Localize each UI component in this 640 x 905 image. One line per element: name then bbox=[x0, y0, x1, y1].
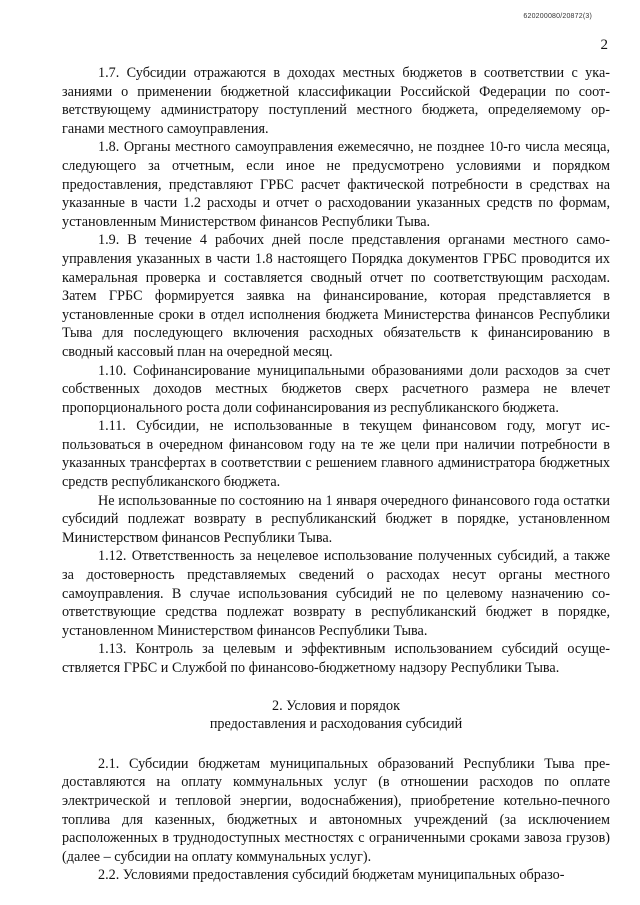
section-heading bbox=[62, 697, 610, 734]
paragraph-2-2: 2.2. Условиями предоставления субсидий бюджетам муниципальных образо- bbox=[98, 867, 565, 884]
paragraph-2-1: 2.1. Субсидии бюджетам муниципальных образований Республики Тыва предоставляются на оплату коммунальных услуг (в отношении расходов по оплате электрической и тепловой энергии, водоснабжения), приобретение котельно-печного топлива для казенных, бюджетных и автономных учреждений (за исключением расположенных в труднодоступных местностях с ограниченными сроками завоза грузов) (далее – субсидии на оплату коммунальных услуг). bbox=[62, 755, 610, 865]
section-heading-line1: 2. Условия и порядок bbox=[271, 697, 400, 714]
document-body bbox=[62, 64, 610, 885]
paragraph-1-9: 1.9. В течение 4 рабочих дней после представления органами местного самоуправления указанных в части 1.8 настоящего Порядка документов ГРБС проводится их камеральная проверка и составляется сводный отчет по соответствующим расходам. Затем ГРБС формируется заявка на финансирование, которая представляется в установленные сроки в отдел исполнения бюджета Министерства финансов Республики Тыва для последующего включения расходных обязательств к финансированию в сводный кассовый план на очередной месяц. bbox=[62, 232, 610, 360]
paragraph-1-12: 1.12. Ответственность за нецелевое использование полученных субсидий, а также за достоверность представляемых сведений о расходах несут органы местного самоуправления. В случае использования субсидий не по целевому назначению соответствующие средства подлежат возврату в республиканский бюджет в порядке, установленном Министерством финансов Республики Тыва. bbox=[62, 548, 610, 639]
paragraph-1-8: 1.8. Органы местного самоуправления ежемесячно, не позднее 10-го числа месяца, следующего за отчетным, если иное не предусмотрено условиями и порядком предоставления, представляют ГРБС расчет фактической потребности в средствах на указанные в части 1.2 расходы и отчет о расходовании указанных средств по формам, установленным Министерством финансов Республики Тыва. bbox=[62, 139, 610, 230]
paragraph-1-7: 1.7. Субсидии отражаются в доходах местных бюджетов в соответствии с указаниями о применении бюджетной классификации Российской Федерации по соответствующему администратору поступлений местного бюджета, определяемому органами местного самоуправления. bbox=[62, 65, 610, 137]
section-heading-line2: предоставления и расходования субсидий bbox=[209, 716, 463, 733]
document-id: 620200080/20872(3) bbox=[523, 13, 592, 20]
paragraph-1-11-cont: Не использованные по состоянию на 1 января очередного финансового года остатки субсидий подлежат возврату в республиканский бюджет в порядке, установленном Министерством финансов Республики Тыва. bbox=[62, 492, 610, 546]
paragraph-1-13: 1.13. Контроль за целевым и эффективным использованием субсидий осуществляется ГРБС и Службой по финансово-бюджетному надзору Республики Тыва. bbox=[62, 641, 610, 676]
paragraph-1-10: 1.10. Софинансирование муниципальными образованиями доли расходов за счет собственных доходов местных бюджетов сверх расчетного размера не влечет пропорционального роста доли софинансирования из республиканского бюджета. bbox=[62, 362, 610, 416]
page-number: 2 bbox=[600, 37, 608, 53]
paragraph-1-11: 1.11. Субсидии, не использованные в текущем финансовом году, могут использоваться в очередном финансовом году на те же цели при наличии потребности в указанных трансфертах в соответствии с решением главного администратора бюджетных средств республиканского бюджета. bbox=[62, 418, 610, 491]
